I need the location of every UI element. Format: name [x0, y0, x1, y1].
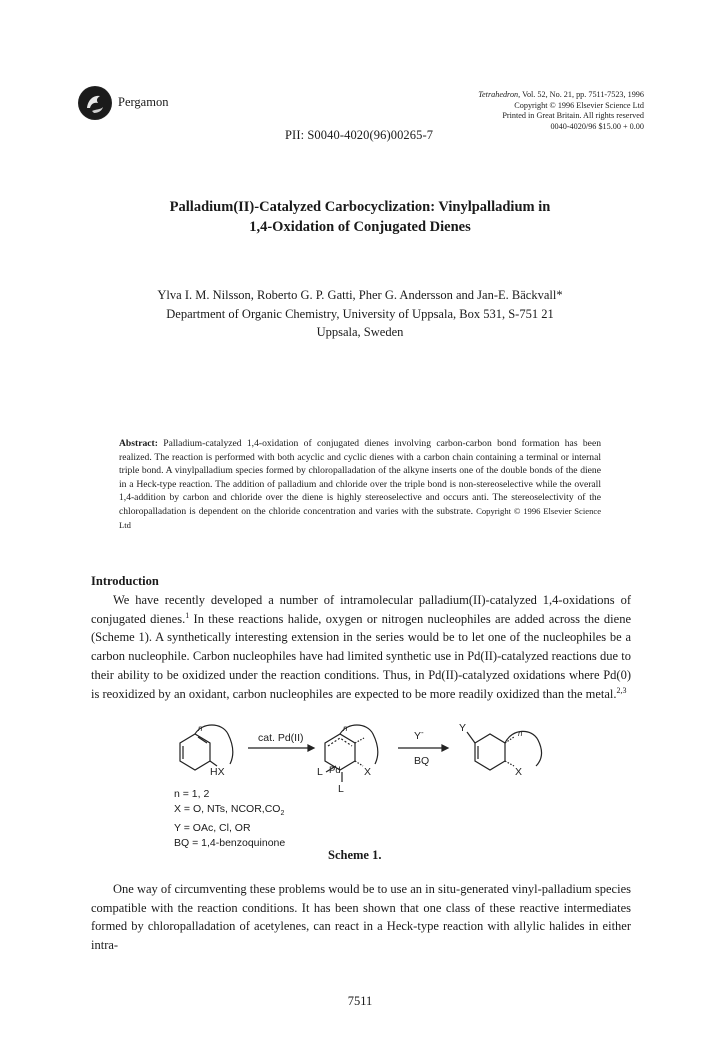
author-block — [110, 286, 610, 342]
abstract-copyright: Copyright © 1996 Elsevier Science Ltd — [119, 505, 602, 530]
section-heading-introduction: Introduction — [91, 574, 159, 588]
y-bond — [467, 732, 475, 743]
reference-1: 1 — [185, 610, 190, 620]
affiliation: Department of Organic Chemistry, University of Uppsala, Box 531, S-751 21 — [166, 306, 554, 321]
printed-line: Printed in Great Britain. All rights reserved — [502, 111, 644, 120]
affiliation-city: Uppsala, Sweden — [316, 325, 404, 339]
l-label-2: L — [338, 783, 344, 795]
scheme-note-x-sub: 2 — [280, 809, 285, 817]
n-label-2: n — [343, 724, 348, 733]
reference-2-3: 2,3 — [616, 685, 627, 695]
arrow-1-label: cat. Pd(II) — [258, 732, 304, 744]
stereo-hash-1 — [355, 761, 363, 766]
stereo-hash-2 — [355, 738, 364, 743]
author-names: Ylva I. M. Nilsson, Roberto G. P. Gatti, Pher G. Andersson and Jan-E. Bäckvall* — [157, 288, 563, 302]
abstract-text: Palladium-catalyzed 1,4-oxidation of conjugated dienes involving carbon-carbon bond formation has been realized. The reaction is performed with both acyclic and cyclic dienes with a carbon chain containing a terminal or internal triple bond. A vinylpalladium species formed by chloropalladation of the alkyne inserts one of the double bonds of the diene in a Heck-type reaction. The addition of palladium and chloride over the triple bond is non-stereoselective while the overall 1,4-addition by carbon and chloride over the diene is highly stereoselective and occurs anti. The stereoselectivity of the chloropalladation is dependent on the chloride concentration and varies with the substrate. — [119, 438, 601, 517]
pd-label: Pd — [329, 765, 341, 776]
abstract-label: Abstract: — [119, 438, 158, 449]
page-number: 7511 — [347, 994, 373, 1008]
abstract — [119, 437, 601, 532]
paper-title — [110, 197, 610, 237]
scheme-note-x — [174, 802, 285, 822]
scheme-note-n: n = 1, 2 — [174, 788, 210, 800]
scheme-note-bq: BQ = 1,4-benzoquinone — [174, 836, 286, 849]
y-nucleophile: Y — [414, 730, 422, 742]
scheme-legend — [174, 787, 285, 850]
n-label-1: n — [198, 724, 203, 733]
scheme-caption: Scheme 1. — [328, 848, 382, 862]
tether-chain-3 — [505, 731, 542, 766]
copyright-line: Copyright © 1996 Elsevier Science Ltd — [514, 100, 644, 110]
scheme-note-x-text: X = O, NTs, NCOR,CO — [174, 802, 281, 815]
product-ring — [475, 734, 505, 770]
arrow-1-head — [308, 745, 314, 751]
title-line-1: Palladium(II)-Catalyzed Carbocyclization: Vinylpalladium in — [169, 199, 551, 215]
y-label: Y — [459, 722, 467, 734]
hx-label: HX — [210, 766, 225, 778]
arrow-2-label-top — [414, 728, 424, 742]
l-label-1: L — [317, 766, 323, 778]
pii-identifier: PII: S0040-4020(96)00265-7 — [285, 128, 434, 142]
scheme-note-y: Y = OAc, Cl, OR — [174, 822, 251, 835]
arrow-2-head — [442, 745, 448, 751]
intro-paragraph-1 — [91, 591, 631, 703]
diene-ring — [180, 734, 210, 770]
n-label-3: n — [518, 729, 523, 738]
x-label-1: X — [364, 766, 372, 778]
intro-p1-part-a: We have recently developed a number of intramolecular palladium(II)-catalyzed 1,4-oxidations of conjugated dienes. — [91, 593, 631, 626]
arrow-2-label-bottom: BQ — [414, 755, 430, 767]
intro-p1-part-b: In these reactions halide, oxygen or nitrogen nucleophiles are added across the diene (Scheme 1). A synthetically interesting extension in the series would be to let one of the nucleophiles be a carbon nucleophile. Carbon nucleophiles have had limited synthetic use in Pd(II)-catalyzed reactions due to their ability to be oxidized under the reaction conditions. Thus, in Pd(II)-catalyzed oxidations where Pd(0) is reoxidized by an oxidant, carbon nucleophiles are expected to be more readily oxidized than the metal. — [91, 611, 632, 701]
title-line-2: 1,4-Oxidation of Conjugated Dienes — [249, 219, 471, 235]
pergamon-logo — [78, 86, 112, 120]
charge-sup: - — [421, 728, 424, 737]
price-line: 0040-4020/96 $15.00 + 0.00 — [550, 121, 644, 131]
journal-volume: Vol. 52, No. 21, pp. 7511-7523, 1996 — [520, 90, 644, 99]
x-label-2: X — [515, 766, 523, 778]
journal-name: Tetrahedron, — [478, 90, 521, 99]
stereo-hash-3 — [505, 761, 514, 766]
intro-paragraph-2: One way of circumventing these problems would be to use an in situ-generated vinyl-palladium species compatible with the reaction conditions. It has been shown that one class of these reactive intermediates formed by chloropalladation of acetylenes, can react in a Heck-type reaction with allylic halides in either intra- — [91, 882, 631, 953]
publisher-name: Pergamon — [118, 95, 169, 109]
journal-citation — [384, 90, 644, 132]
